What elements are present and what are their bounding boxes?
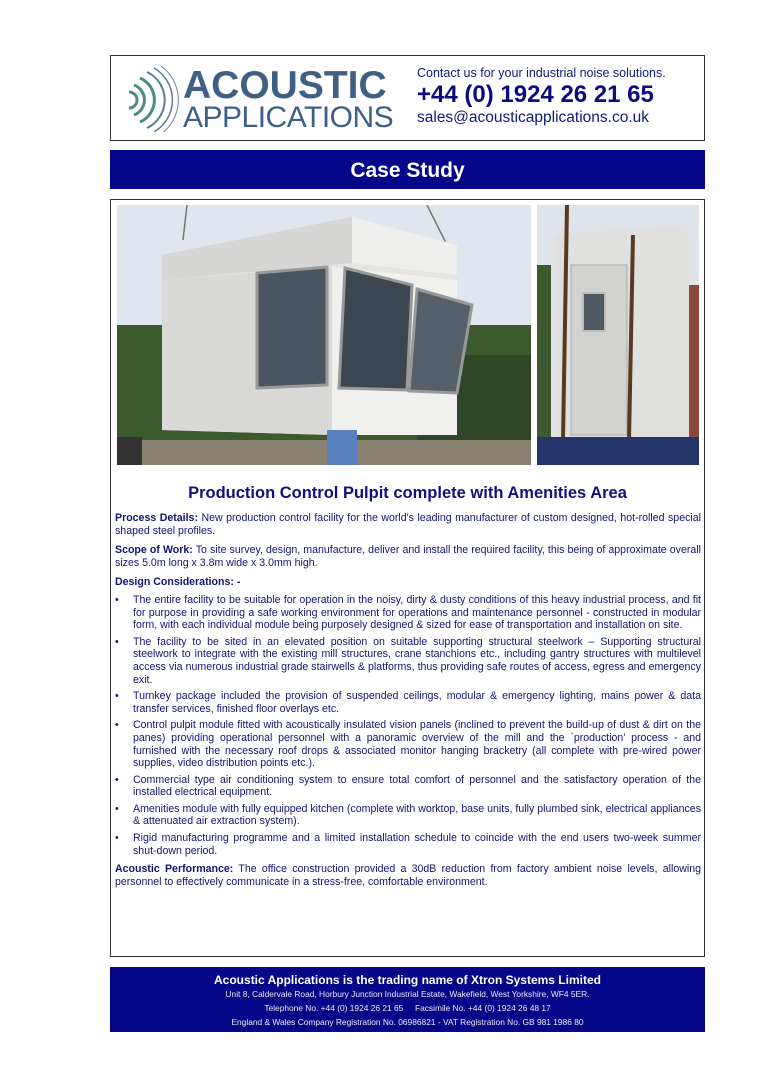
bullet: • bbox=[115, 719, 119, 732]
footer bbox=[110, 967, 705, 1032]
logo-text-acoustic: ACOUSTIC bbox=[183, 64, 387, 107]
case-study-content bbox=[110, 199, 705, 957]
list-item-text: The entire facility to be suitable for operation in the noisy, dirty & dusty conditions of this heavy industrial process, and fit for purpose in providing a safe working environment for operations and maintenance personnel - constructed in modular form, with each individual module being purposely designed & sized for ease of transportation and installation on site. bbox=[133, 593, 701, 632]
process-details-label: Process Details: bbox=[115, 512, 198, 524]
acoustic-text: The office construction provided a 30dB reduction from factory ambient noise levels, allowing personnel to effectively communicate in a stress-free, comfortable environment. bbox=[115, 863, 701, 888]
phone-number: +44 (0) 1924 26 21 65 bbox=[417, 81, 654, 108]
bullet: • bbox=[115, 690, 119, 703]
list-item-text: Commercial type air conditioning system to ensure total comfort of personnel and the satisfactory operation of the installed electrical equipment. bbox=[133, 773, 701, 799]
list-item bbox=[115, 594, 701, 632]
case-study-title: Production Control Pulpit complete with Amenities Area bbox=[188, 484, 627, 502]
bullet: • bbox=[115, 773, 119, 786]
process-details-text: New production control facility for the world's leading manufacturer of custom designed, hot-rolled special shaped steel profiles. bbox=[115, 512, 701, 537]
scope-label: Scope of Work: bbox=[115, 544, 193, 557]
photo-amenities-module bbox=[537, 205, 699, 465]
list-item bbox=[115, 719, 701, 769]
footer-address: Unit 8, Caldervale Road, Horbury Junction Industrial Estate, Wakefield, West Yorkshire, WF4 5ER. bbox=[225, 989, 590, 999]
design-considerations-list bbox=[115, 594, 701, 857]
list-item bbox=[115, 774, 701, 799]
list-item bbox=[115, 636, 701, 686]
bullet: • bbox=[115, 593, 119, 606]
list-item bbox=[115, 832, 701, 857]
email-address[interactable]: sales@acousticapplications.co.uk bbox=[417, 109, 649, 126]
footer-trading-name: Acoustic Applications is the trading name of Xtron Systems Limited bbox=[214, 973, 601, 987]
bullet: • bbox=[115, 635, 119, 648]
scope-text: To site survey, design, manufacture, deliver and install the required facility, this being of approximate overall sizes 5.0m long x 3.8m wide x 3.0mm high. bbox=[115, 544, 701, 569]
case-study-banner: Case Study bbox=[110, 150, 705, 189]
contact-tagline: Contact us for your industrial noise solutions. bbox=[417, 66, 666, 80]
company-logo bbox=[123, 66, 413, 132]
list-item bbox=[115, 803, 701, 828]
logo-text-applications: APPLICATIONS bbox=[183, 101, 394, 134]
footer-registration: England & Wales Company Registration No. 06986821 - VAT Registration No. GB 981 1986 80 bbox=[231, 1017, 584, 1027]
acoustic-label: Acoustic Performance: bbox=[115, 863, 234, 876]
list-item-text: Turnkey package included the provision of suspended ceilings, modular & emergency lighting, mains power & data transfer services, finished floor overlays etc. bbox=[133, 690, 701, 715]
case-study-body bbox=[115, 512, 701, 895]
bullet: • bbox=[115, 802, 119, 815]
list-item-text: The facility to be sited in an elevated position on suitable supporting structural steelwork – Supporting structural steelwork to integrate with the existing mill structures, crane stanchions etc., including gantry structures with multilevel access via numerous industrial grade stairwells & platforms, thus providing safe routes of access, egress and emergency exit. bbox=[133, 635, 701, 686]
photo-control-pulpit bbox=[117, 205, 531, 465]
footer-phone-fax: Telephone No. +44 (0) 1924 26 21 65 Facsimile No. +44 (0) 1924 26 48 17 bbox=[264, 1003, 551, 1013]
list-item-text: Rigid manufacturing programme and a limited installation schedule to coincide with the end users two-week summer shut-down period. bbox=[133, 832, 701, 857]
sound-waves-icon bbox=[123, 66, 183, 132]
bullet: • bbox=[115, 832, 119, 845]
design-label: Design Considerations: - bbox=[115, 576, 241, 589]
scope-of-work bbox=[115, 544, 701, 569]
acoustic-performance bbox=[115, 863, 701, 888]
header bbox=[110, 55, 705, 141]
contact-block bbox=[417, 65, 666, 127]
list-item-text: Amenities module with fully equipped kitchen (complete with worktop, base units, fully plumbed sink, electrical appliances & attenuated air extraction system). bbox=[133, 802, 701, 828]
list-item-text: Control pulpit module fitted with acoustically insulated vision panels (inclined to prevent the build-up of dust & dirt on the panes) providing operational personnel with a panoramic overview of the mill and the `production' process - and furnished with the necessary roof drops & associated monitor hanging bracketry (all complete with pre-wired power supplies, video distribution points etc.). bbox=[133, 719, 701, 770]
list-item bbox=[115, 690, 701, 715]
design-considerations-heading bbox=[115, 576, 701, 589]
process-details bbox=[115, 512, 701, 537]
